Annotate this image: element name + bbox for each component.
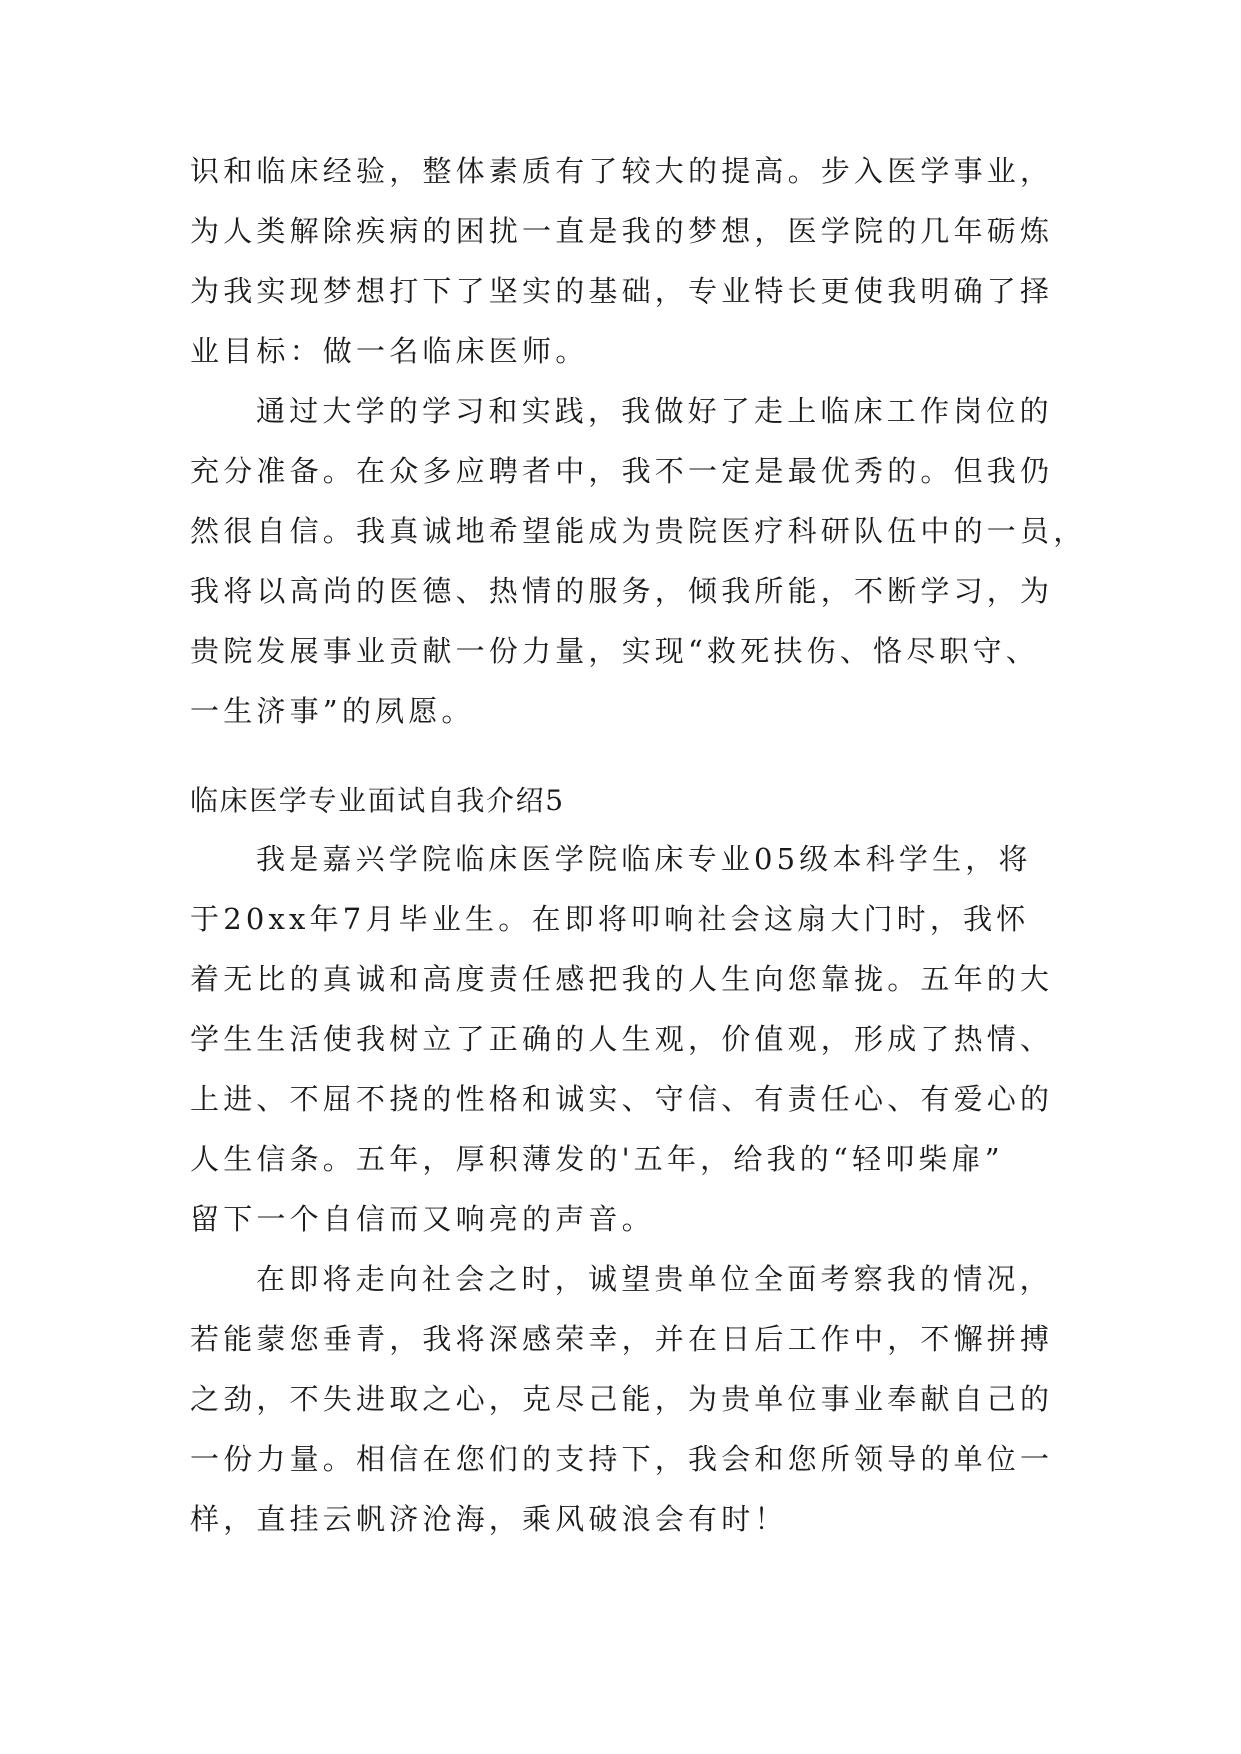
paragraph-line: 留下一个自信而又响亮的声音。 — [190, 1202, 655, 1236]
paragraph-line: 若能蒙您垂青，我将深感荣幸，并在日后工作中，不懈拼搏 — [190, 1322, 1054, 1356]
paragraph-line: 为我实现梦想打下了坚实的基础，专业特长更使我明确了择 — [190, 274, 1054, 308]
section-heading: 临床医学专业面试自我介绍5 — [190, 784, 565, 817]
paragraph-line: 人生信条。五年，厚积薄发的'五年，给我的“轻叩柴扉” — [190, 1142, 1004, 1176]
paragraph-line: 为人类解除疾病的困扰一直是我的梦想，医学院的几年砺炼 — [190, 214, 1054, 248]
paragraph-line: 充分准备。在众多应聘者中，我不一定是最优秀的。但我仍 — [190, 454, 1054, 488]
paragraph-line: 一生济事”的夙愿。 — [190, 694, 475, 728]
paragraph-line: 在即将走向社会之时，诚望贵单位全面考察我的情况， — [256, 1262, 1053, 1296]
paragraph-line: 于20xx年7月毕业生。在即将叩响社会这扇大门时，我怀 — [190, 902, 1030, 936]
paragraph-line: 一份力量。相信在您们的支持下，我会和您所领导的单位一 — [190, 1442, 1054, 1476]
paragraph-line: 识和临床经验，整体素质有了较大的提高。步入医学事业， — [190, 154, 1054, 188]
paragraph-line: 然很自信。我真诚地希望能成为贵院医疗科研队伍中的一员， — [190, 514, 1087, 548]
paragraph-line: 我是嘉兴学院临床医学院临床专业05级本科学生，将 — [256, 842, 1032, 876]
paragraph-line: 学生生活使我树立了正确的人生观，价值观，形成了热情、 — [190, 1022, 1054, 1056]
paragraph-line: 贵院发展事业贡献一份力量，实现“救死扶伤、恪尽职守、 — [190, 634, 1040, 668]
paragraph-line: 通过大学的学习和实践，我做好了走上临床工作岗位的 — [256, 394, 1053, 428]
paragraph-line: 业目标：做一名临床医师。 — [190, 334, 589, 368]
paragraph-line: 之劲，不失进取之心，克尽己能，为贵单位事业奉献自己的 — [190, 1382, 1054, 1416]
paragraph-line: 上进、不屈不挠的性格和诚实、守信、有责任心、有爱心的 — [190, 1082, 1054, 1116]
paragraph-line: 着无比的真诚和高度责任感把我的人生向您靠拢。五年的大 — [190, 962, 1054, 996]
paragraph-line: 我将以高尚的医德、热情的服务，倾我所能，不断学习，为 — [190, 574, 1054, 608]
paragraph-line: 样，直挂云帆济沧海，乘风破浪会有时！ — [190, 1502, 788, 1536]
